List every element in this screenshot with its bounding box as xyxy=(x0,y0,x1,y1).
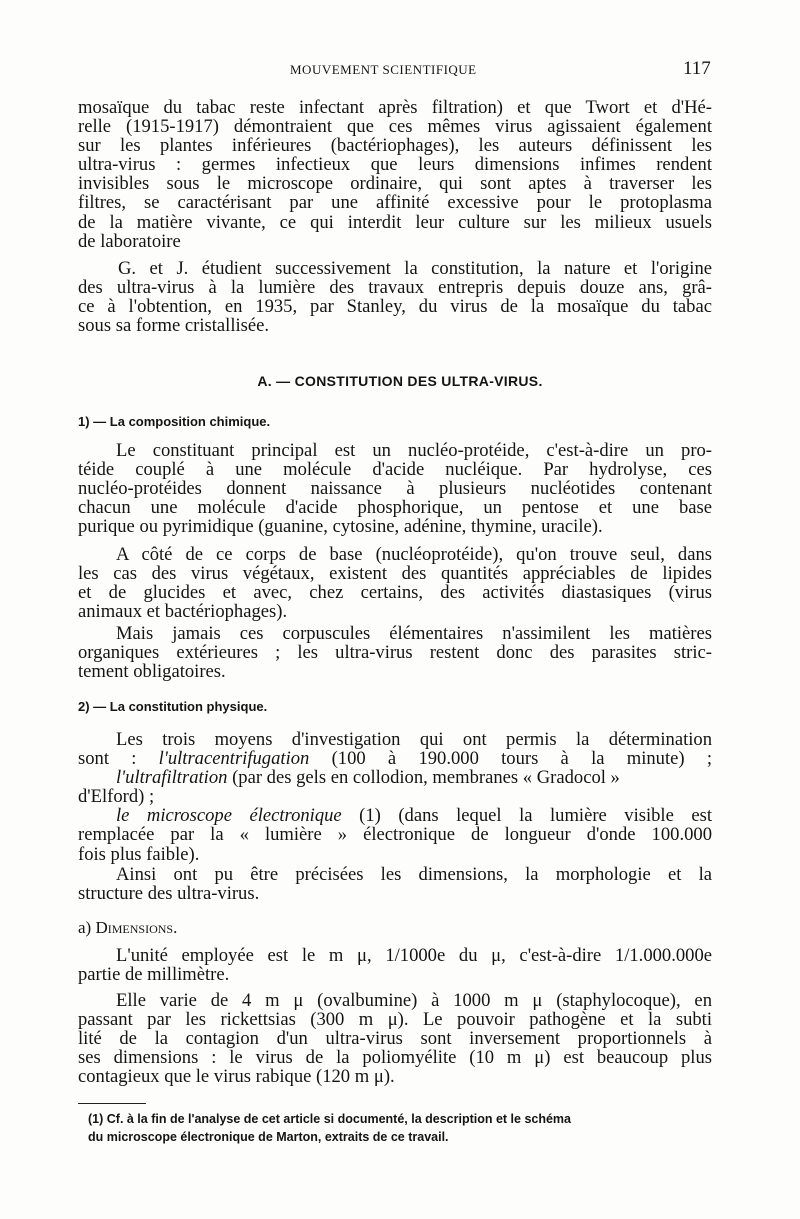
text-line: les cas des virus végétaux, existent des quantités appréciables de lipides xyxy=(78,564,712,584)
text-line: sur les plantes inférieures (bactériophages), les auteurs définissent les xyxy=(78,136,712,156)
sub1-paragraph-3 xyxy=(78,624,712,681)
footnote-divider xyxy=(78,1103,146,1104)
text-line: nucléo-protéides donnent naissance à plusieurs nucléotides contenant xyxy=(78,479,712,499)
running-head xyxy=(0,58,800,80)
running-title: MOUVEMENT SCIENTIFIQUE xyxy=(290,62,477,77)
text-line: remplacée par la « lumière » électronique de longueur d'onde 100.000 xyxy=(78,825,712,845)
text-line: d'Elford) ; xyxy=(78,787,155,807)
text-line: Les trois moyens d'investigation qui ont permis la détermination xyxy=(116,730,712,750)
dimensions-heading xyxy=(78,918,177,938)
sub1-paragraph-1 xyxy=(78,441,712,536)
text-line: A côté de ce corps de base (nucléoprotéide), qu'on trouve seul, dans xyxy=(116,545,712,565)
sub2-paragraph-1 xyxy=(78,730,712,864)
text-fragment: (1) (dans lequel la lumière visible est xyxy=(341,806,712,826)
text-line: Le constituant principal est un nucléo-protéide, c'est-à-dire un pro- xyxy=(116,441,712,461)
text-line: lité de la contagion d'un ultra-virus sont inversement proportionnels à xyxy=(78,1029,712,1049)
text-line: mosaïque du tabac reste infectant après filtration) et que Twort et d'Hé- xyxy=(78,98,712,118)
page-number: 117 xyxy=(683,58,711,79)
text-line: de laboratoire xyxy=(78,231,181,251)
method-ultrafiltration: l'ultrafiltration xyxy=(116,768,228,788)
text-line: filtres, se caractérisant par une affinité excessive pour le protoplasma xyxy=(78,193,712,213)
text-line: de la matière vivante, ce qui interdit leur culture sur les milieux usuels xyxy=(78,212,712,232)
text-line: chacun une molécule d'acide phosphorique, un pentose et une base xyxy=(78,498,712,518)
text-line: des ultra-virus à la lumière des travaux entrepris depuis douze ans, grâ- xyxy=(78,278,712,298)
text-line: relle (1915-1917) démontraient que ces mêmes virus agissaient également xyxy=(78,117,712,137)
text-line: animaux et bactériophages). xyxy=(78,602,288,622)
text-fragment: sont : xyxy=(78,749,159,769)
dimensions-paragraph-1 xyxy=(78,946,712,984)
text-line: contagieux que le virus rabique (120 m μ). xyxy=(78,1067,395,1087)
dimensions-paragraph-2 xyxy=(78,991,712,1086)
subsection-heading-1: 1) — La composition chimique. xyxy=(78,414,271,429)
method-ultracentrifugation: l'ultracentrifugation xyxy=(158,749,310,769)
footnote-line: du microscope électronique de Marton, extraits de ce travail. xyxy=(88,1130,449,1144)
text-line: organiques extérieures ; les ultra-virus restent donc des parasites stric- xyxy=(78,643,712,663)
footnote xyxy=(88,1110,728,1146)
text-line: Ainsi ont pu être précisées les dimensions, la morphologie et la xyxy=(116,865,712,885)
text-line: Mais jamais ces corpuscules élémentaires n'assimilent les matières xyxy=(116,624,712,644)
text-line: fois plus faible). xyxy=(78,844,200,864)
text-line: téide couplé à une molécule d'acide nucléique. Par hydrolyse, ces xyxy=(78,460,712,480)
text-line: partie de millimètre. xyxy=(78,965,230,985)
text-line: structure des ultra-virus. xyxy=(78,884,260,904)
text-line: et de glucides et avec, chez certains, des activités diastasiques (virus xyxy=(78,583,712,603)
text-line xyxy=(78,806,712,825)
text-line: tement obligatoires. xyxy=(78,662,226,682)
text-line: ses dimensions : le virus de la poliomyélite (10 m μ) est beaucoup plus xyxy=(78,1048,712,1068)
section-title: A. — CONSTITUTION DES ULTRA-VIRUS. xyxy=(257,373,543,389)
sub2-paragraph-2 xyxy=(78,865,712,903)
text-line: sous sa forme cristallisée. xyxy=(78,316,270,336)
text-fragment: (100 à 190.000 tours à la minute) ; xyxy=(309,749,712,769)
text-line: L'unité employée est le m μ, 1/1000e du μ, c'est-à-dire 1/1.000.000e xyxy=(116,946,712,966)
heading-prefix: a) xyxy=(78,918,96,937)
text-line: Elle varie de 4 m μ (ovalbumine) à 1000 m μ (staphylocoque), en xyxy=(116,991,712,1011)
footnote-line: (1) Cf. à la fin de l'analyse de cet article si documenté, la description et le schéma xyxy=(88,1112,572,1126)
text-line: passant par les rickettsias (300 m μ). Le pouvoir pathogène et la subti xyxy=(78,1010,712,1030)
intro-paragraph-2 xyxy=(78,259,712,335)
subsection-heading-2: 2) — La constitution physique. xyxy=(78,699,268,714)
text-fragment: (par des gels en collodion, membranes « Gradocol » xyxy=(227,768,620,788)
intro-paragraph-1 xyxy=(78,98,712,251)
heading-text: Dimensions. xyxy=(95,918,178,937)
text-line xyxy=(78,749,712,768)
text-line: invisibles sous le microscope ordinaire, qui sont aptes à traverser les xyxy=(78,174,712,194)
text-line: purique ou pyrimidique (guanine, cytosine, adénine, thymine, uracile). xyxy=(78,517,603,537)
text-line: ce à l'obtention, en 1935, par Stanley, du virus de la mosaïque du tabac xyxy=(78,297,712,317)
text-line: G. et J. étudient successivement la constitution, la nature et l'origine xyxy=(118,259,712,279)
method-microscope: le microscope électronique xyxy=(116,806,342,826)
text-line xyxy=(78,768,712,787)
text-line: ultra-virus : germes infectieux que leurs dimensions infimes rendent xyxy=(78,155,712,175)
sub1-paragraph-2 xyxy=(78,545,712,621)
